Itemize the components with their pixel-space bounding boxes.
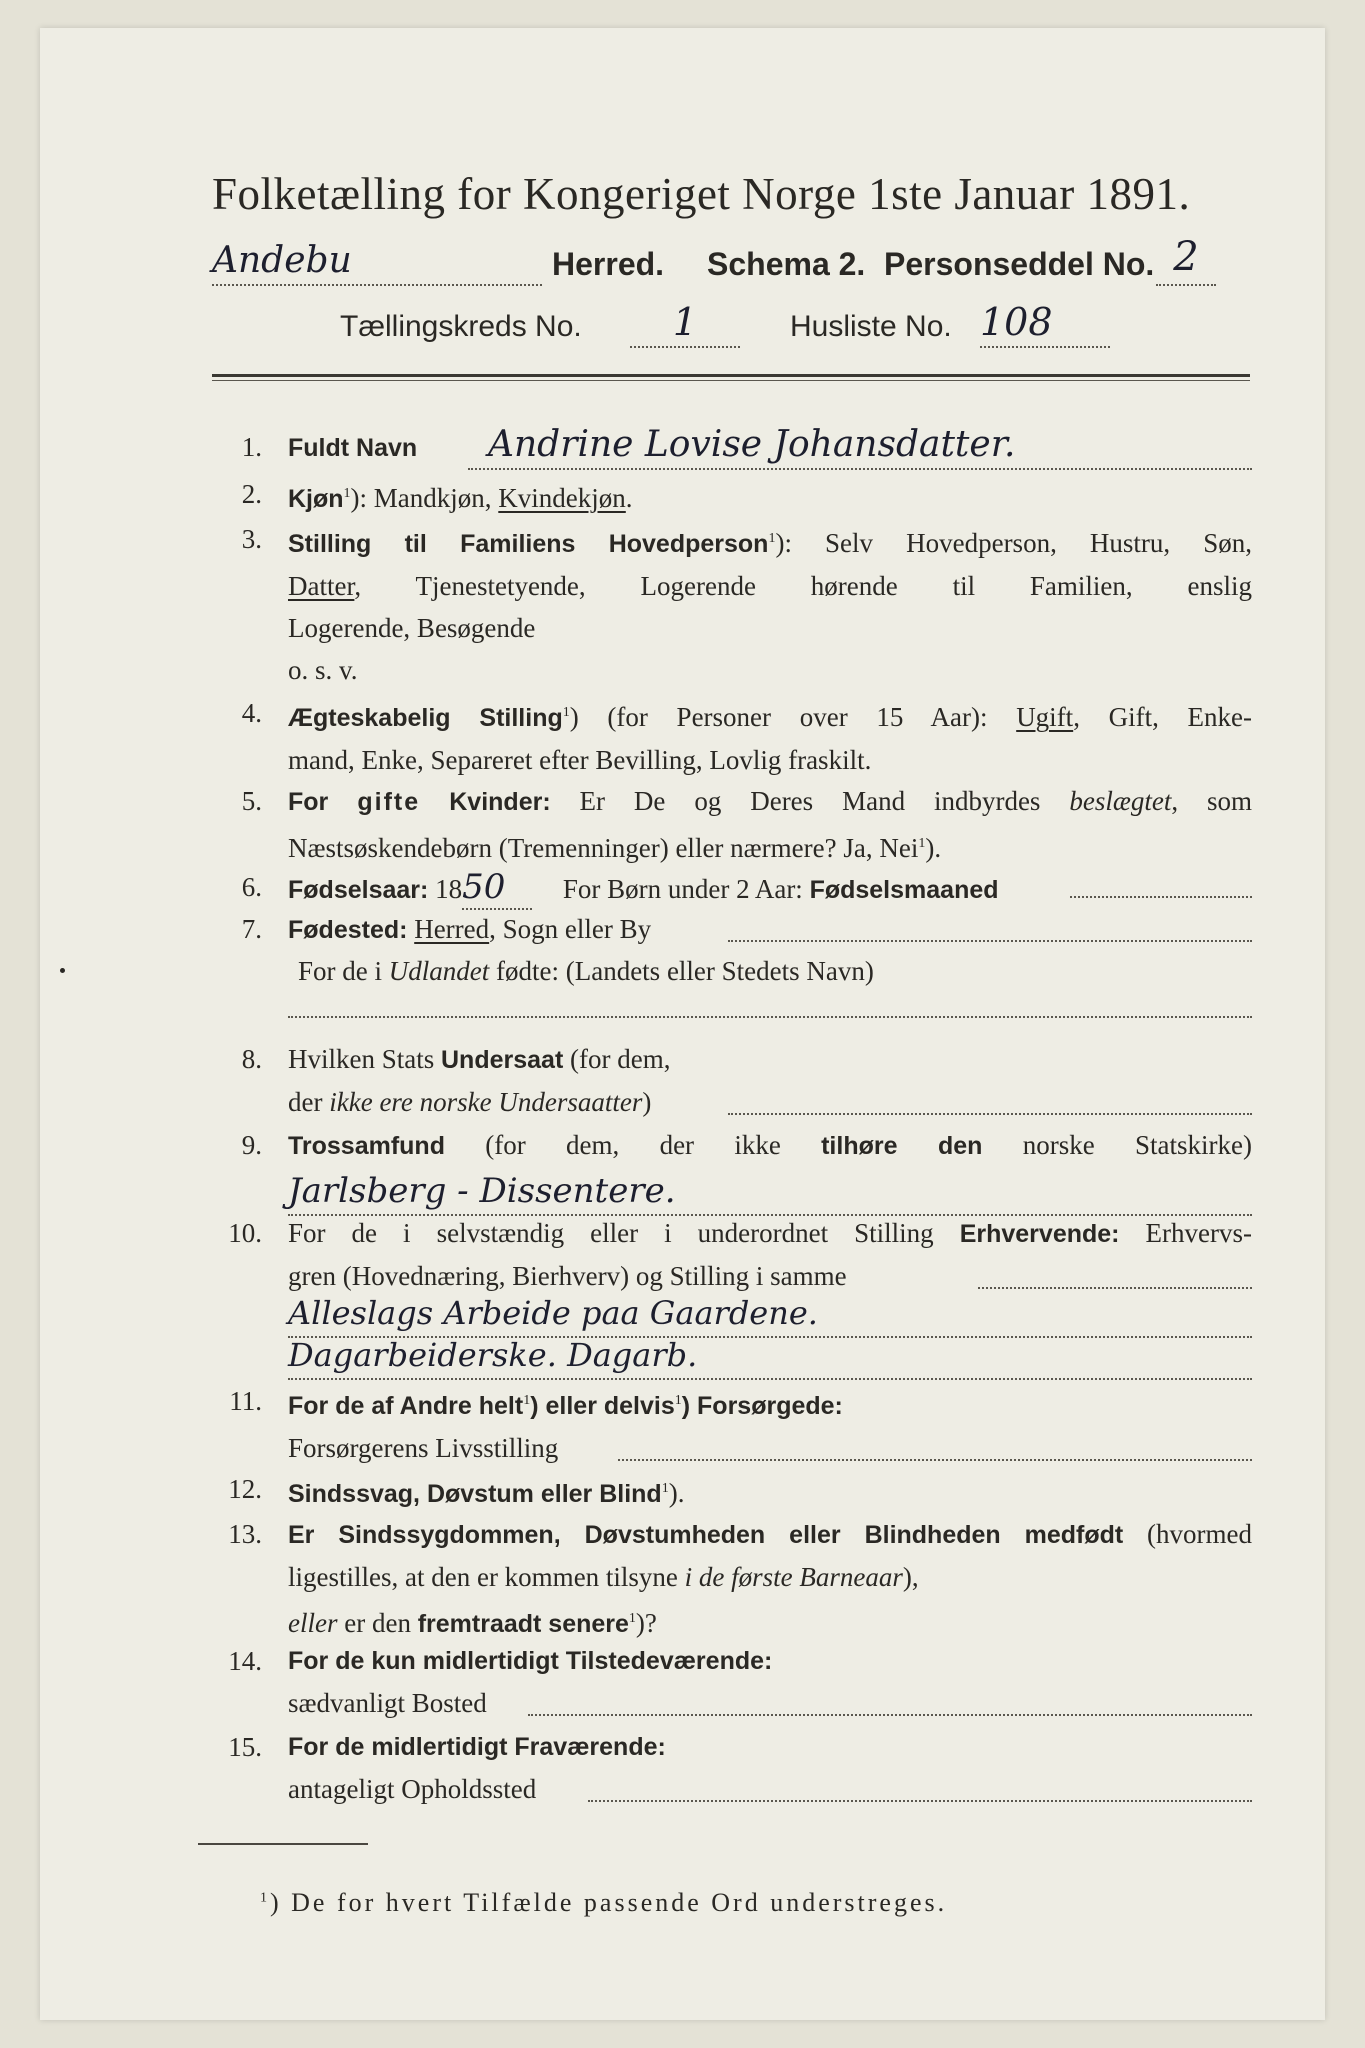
item-number: 10.	[228, 1218, 262, 1248]
item-number: 5.	[241, 786, 262, 816]
item-number: 8.	[241, 1044, 262, 1074]
form-title: Folketælling for Kongeriget Norge 1ste Januar 1891.	[212, 169, 1191, 219]
item-3-position: 3. Stilling til Familiens Hovedperson$^1$): Selv Hovedperson, Hustru, Søn, Datter, Tjenestetyende, Logerende hørende til Familien, enslig Logerende, Besøgende o. s. v.	[212, 518, 1252, 688]
item-number: 14.	[228, 1646, 262, 1676]
item-number: 13.	[228, 1519, 262, 1549]
footnote: $^1$) De for hvert Tilfælde passende Ord understreges.	[260, 1888, 948, 1917]
item-number: 7.	[241, 914, 262, 944]
taellingskreds-value: 1	[630, 300, 740, 348]
item-number: 11.	[229, 1386, 262, 1416]
item-7-birthplace: 7. Fødested: Herred, Sogn eller By For de i Udlandet fødte: (Landets eller Stedets Navn)	[212, 908, 1252, 1048]
herred-value: Andebu	[212, 240, 542, 286]
item-number: 4.	[241, 698, 262, 728]
schema-label: Schema 2.	[707, 246, 866, 282]
item-9-religion: 9. Trossamfund (for dem, der ikke tilhøre den norske Statskirke) Jarlsberg - Dissentere.	[212, 1124, 1252, 1224]
husliste-label: Husliste No.	[790, 310, 952, 343]
header-divider	[212, 374, 1250, 377]
occupation-value-1: Alleslags Arbeide paa Gaardene.	[288, 1294, 818, 1332]
personseddel-value: 2	[1156, 234, 1216, 286]
husliste-value: 108	[980, 300, 1110, 348]
item-number: 12.	[228, 1474, 262, 1504]
item-number: 2.	[241, 479, 262, 509]
sex-selected: Kvindekjøn	[498, 483, 626, 513]
name-label: Fuldt Navn	[288, 434, 418, 462]
item-number: 9.	[241, 1130, 262, 1160]
marital-selected: Ugift	[1016, 702, 1074, 732]
header-row-herred	[212, 234, 1252, 290]
footnote-divider	[198, 1843, 368, 1845]
item-number: 6.	[241, 872, 262, 902]
birth-year-value: 50	[462, 866, 532, 910]
ink-mark	[60, 968, 65, 973]
sex-label: Kjøn	[288, 485, 344, 513]
item-10-occupation: 10. For de i selvstændig eller i underordnet Stilling Erhvervende: Erhvervs- gren (Hovednæring, Bierhverv) og Stilling i samme Alleslags Arbeide paa Gaardene. Dagarbeiderske. Dagarb.	[212, 1212, 1252, 1382]
item-number: 15.	[228, 1732, 262, 1762]
position-selected: Datter	[288, 571, 355, 601]
personseddel-label: Personseddel No.	[884, 246, 1155, 282]
item-number: 3.	[241, 524, 262, 554]
taellingskreds-label: Tællingskreds No.	[340, 310, 582, 343]
birthplace-selected: Herred	[414, 914, 490, 944]
item-number: 1.	[241, 432, 262, 462]
religion-value: Jarlsberg - Dissentere.	[288, 1171, 676, 1211]
herred-label: Herred.	[552, 246, 665, 282]
name-value: Andrine Lovise Johansdatter.	[488, 424, 1016, 465]
header-divider-thin	[212, 380, 1250, 381]
occupation-value-2: Dagarbeiderske. Dagarb.	[288, 1336, 698, 1374]
census-form: Folketælling for Kongeriget Norge 1ste Januar 1891. Andebu Herred. Schema 2. Personseddel No. 2 Tællingskreds No. 1 Husliste No. 108 1. Fuldt Navn Andrine Lovise Johansdatter. 2. Kjøn$^1$): Mandkjøn, Kvindekjøn. 3. Stilling til Familiens Hovedperson$^1$): Selv Hovedperson, Hustru, Søn, Datter, Tjenestetyende, Logerende hørende til Familien, enslig Logerende, Besøgende o. s. v. 4. Ægteskabelig Stilling$^1$) (for Personer over 15 Aar): Ugift, Gift, Enke- mand, Enke, Separeret efter Bevilling, Lovlig fraskilt. 5. For gifte Kvinder: Er De og Deres Mand indbyrdes beslægtet, som Næstsøskendebørn (Tremenninger) eller nærmere? Ja, Nei$^1$). 6. Fødselsaar: 1850 For Børn under 2 Aar: Fødselsmaaned 7. Fødested: Herred, Sogn eller By For de i Udlandet fødte: (Landets eller Stedets Navn) 8. Hvilken Stats Undersaat (for dem, der ikke ere norske Undersaatter) 9. Trossamfund (for dem, der ikke tilhøre den norske Statskirke) Jarlsberg - Dissentere. 10. For de i selvstændig eller i underordnet Stilling Erhvervende: Erhvervs- gren (Hovednæring, Bierhverv) og Stilling i samme Alleslags Arbeide paa Gaardene. Dagarbeiderske. Dagarb. 11. For de af Andre helt$^1$) eller delvis$^1$) Forsørgede: Forsørgerens Livsstilling 12. Sindssvag, Døvstum eller Blind$^1$). 13. Er Sindssygdommen, Døvstumheden eller Blindheden medfødt (hvormed ligestilles, at den er kommen tilsyne i de første Barneaar), eller er den fremtraadt senere$^1$)? 14. For de kun midlertidigt Tilstedeværende: sædvanligt Bosted 15. For de midlertidigt Fraværende: antageligt Opholdssted $^1$) De for hvert Tilfælde passende Ord understreges.	[40, 28, 1325, 2020]
header-row-taellingskreds	[340, 300, 1180, 354]
